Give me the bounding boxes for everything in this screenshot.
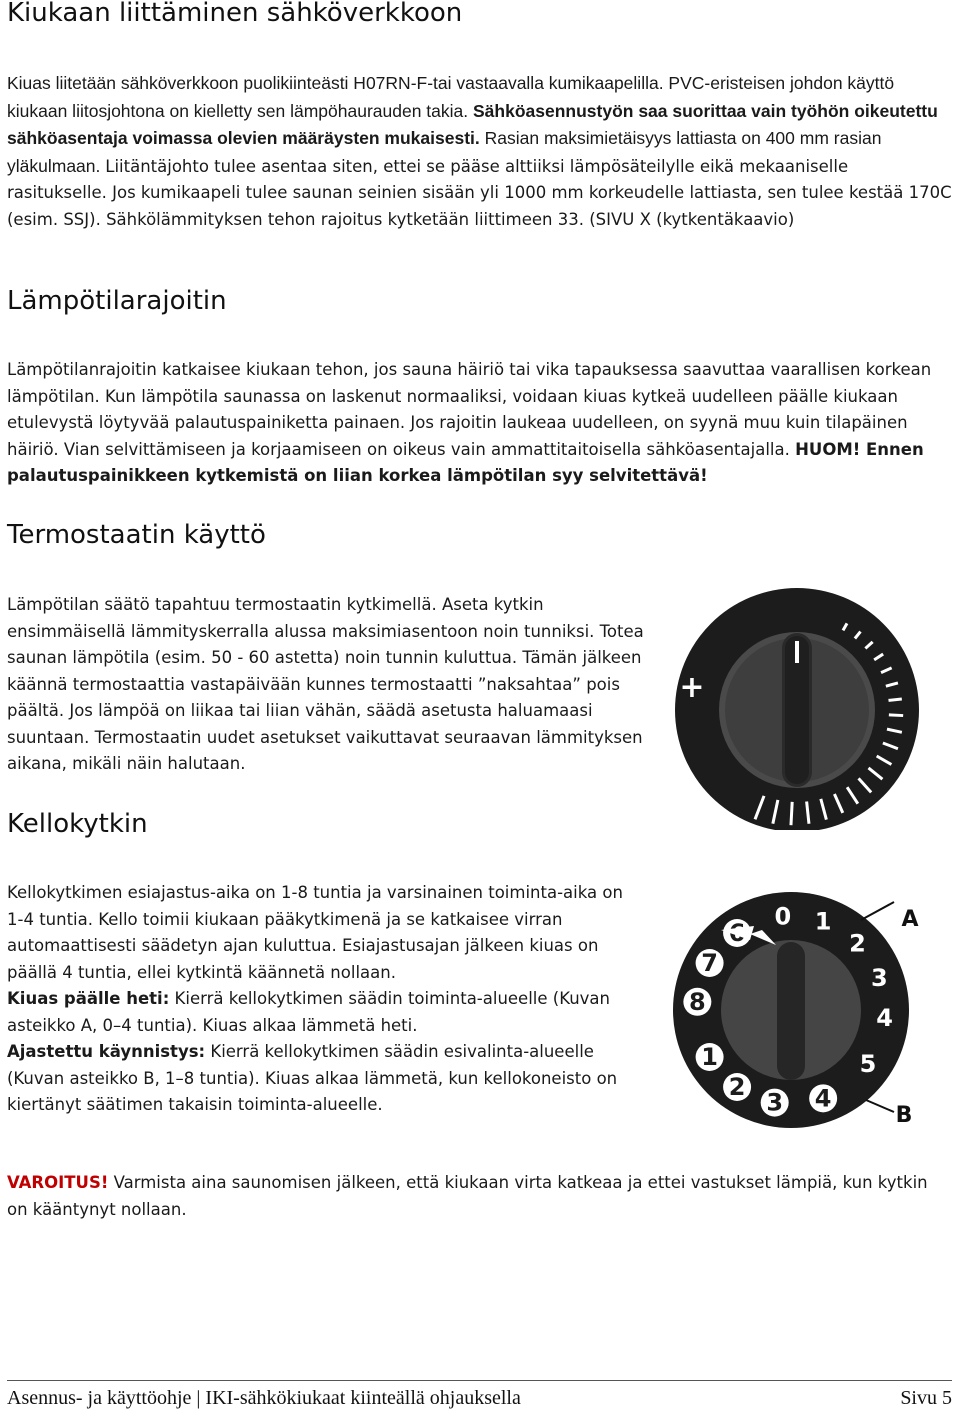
timer-number: 4	[876, 1004, 893, 1033]
footer-divider	[7, 1380, 952, 1381]
huom-warning: HUOM! Ennen palautuspainikkeen kytkemistä on liian korkea lämpötilan syy selvitettävä!	[7, 439, 924, 485]
thermostat-paragraph: Lämpötilan säätö tapahtuu termostaatin kytkimellä. Aseta kytkin ensimmäisellä lämmityskerralla alussa maksimiasentoon noin tunniksi. Totea saunan lämpötila (esim. 50 - 60 astetta) noin tunnin kuluttua. Tämän jälkeen käännä termostaattia vastapäivään kunnes termostaatti ”naksahtaa” pois päältä. Jos lämpöä on liikaa tai liian vähän, säädä asetusta haluamaasi suuntaan. Termostaatin uudet asetukset vaikuttavat seuraavan lämmityksen aikana, mikäli näin halutaan.	[7, 595, 644, 773]
page-number: Sivu 5	[900, 1387, 952, 1409]
pointer-line-a	[861, 902, 894, 920]
timer-number: 3	[766, 1088, 784, 1117]
plus-symbol: +	[679, 670, 705, 705]
footer-title: Asennus- ja käyttöohje | IKI-sähkökiukaat kiinteällä ohjauksella	[7, 1387, 521, 1409]
pointer-line-b	[866, 1100, 894, 1112]
thermostat-tick	[791, 802, 792, 825]
timer-number: 5	[859, 1049, 877, 1078]
thermostat-tick	[889, 715, 903, 716]
thermostat-tick	[888, 699, 901, 700]
timer-number: 3	[870, 963, 888, 992]
varoitus-paragraph: VAROITUS! Varmista aina saunomisen jälkeen, että kiukaan virta katkeaa ja ettei vastukset lämpiä, kun kytkin on kääntynyt nollaan.	[7, 1173, 928, 1219]
timer-number: 2	[849, 929, 866, 958]
section-title-timer: Kellokytkin	[7, 809, 148, 839]
limiter-paragraph: Lämpötilanrajoitin katkaisee kiukaan tehon, jos sauna häiriö tai vika tapauksessa saavuttaa vaarallisen korkean lämpötilan. Kun lämpötila saunassa on laskenut normaaliksi, voidaan kiuas kytkeä uudelleen päälle kiukaan etulevystä löytyvää palautuspainiketta painaen. Jos rajoitin laukeaa uudelleen, on syynä muu kuin tilapäinen häiriö. Vian selvittämiseen ja korjaamiseen on oikeus vain ammattitaitoisella sähköasentajalla. HUOM! Ennen palautuspainikkeen kytkemistä on liian korkea lämpötilan syy selvitettävä!	[7, 360, 932, 485]
timer-number: 8	[689, 987, 706, 1016]
timer-number: 4	[814, 1084, 832, 1113]
timer-number: 7	[701, 949, 718, 977]
section-title-connection: Kiukaan liittäminen sähköverkkoon	[7, 0, 463, 28]
scale-label-b: B	[895, 1103, 913, 1128]
thermostat-dial-image	[664, 585, 954, 830]
timer-number: 0	[774, 902, 792, 931]
section-title-thermostat: Termostaatin käyttö	[7, 520, 266, 550]
page-footer	[7, 1384, 952, 1412]
timer-number: 1	[814, 907, 832, 936]
section-title-limiter: Lämpötilarajoitin	[7, 286, 227, 316]
timer-number: 2	[728, 1073, 746, 1102]
thermostat-pointer	[795, 641, 799, 663]
scale-label-a: A	[901, 907, 919, 932]
timer-paragraph: Kellokytkimen esiajastus-aika on 1-8 tuntia ja varsinainen toiminta-aika on 1-4 tuntia. Kello toimii kiukaan pääkytkimenä ja se katkaisee virran automaattisesti säädetyn ajan kuluttua. Esiajastusajan jälkeen kiuas on päällä 4 tuntia, ellei kytkintä käännetä nollaan. Kiuas päälle heti: Kierrä kellokytkimen säädin toiminta-alueelle (Kuvan asteikko A, 0–4 tuntia). Kiuas alkaa lämmetä heti. Ajastettu käynnistys: Kierrä kellokytkimen säädin esivalinta-alueelle (Kuvan asteikko B, 1–8 tuntia). Kiuas alkaa lämmetä, kun kellokoneisto on kiertänyt säätimen takaisin toiminta-alueelle.	[7, 883, 623, 1114]
varoitus-label: VAROITUS!	[7, 1173, 109, 1192]
timer-knob-grip	[777, 942, 805, 1080]
timer-number: 1	[701, 1043, 718, 1071]
timer-dial-image	[666, 890, 936, 1135]
connection-paragraph: Kiuas liitetään sähköverkkoon puolikiinteästi H07RN-F-tai vastaavalla kumikaapelilla. PVC-eristeisen johdon käyttö kiukaan liitosjohtona on kielletty sen lämpöhaurauden takia. Sähköasennustyön saa suorittaa vain työhön oikeutettu sähköasentaja voimassa olevien määräysten mukaisesti. Rasian maksimietäisyys lattiasta on 400 mm rasian yläkulmaan. Liitäntäjohto tulee asentaa siten, ettei se pääse alttiiksi lämpösäteilylle eikä mekaaniselle rasitukselle. Jos kumikaapeli tulee saunan seinien sisään yli 1000 mm korkeudelle lattiasta, sen tulee kestää 170C (esim. SSJ). Sähkölämmityksen tehon rajoitus kytketään liittimeen 33. (SIVU X (kytkentäkaavio)	[7, 73, 952, 229]
